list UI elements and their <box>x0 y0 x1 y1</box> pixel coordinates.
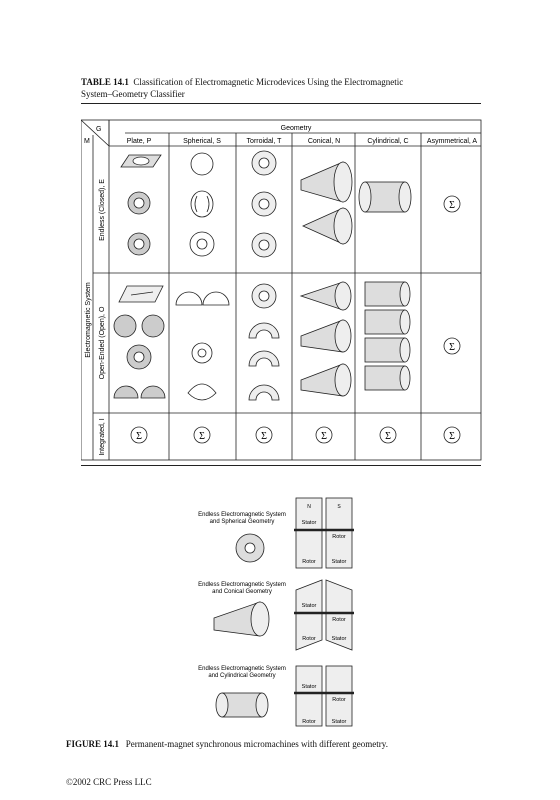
figure-micromachines <box>190 490 370 730</box>
column-header-plate: Plate, P <box>126 138 152 145</box>
svg-text:Σ: Σ <box>385 431 391 442</box>
table-title-line2: System–Geometry Classifier <box>81 89 185 99</box>
geometry-header: Geometry <box>280 125 312 132</box>
svg-text:Σ: Σ <box>449 431 455 442</box>
spherical-endless-drawings <box>190 153 214 256</box>
panel3-rotor <box>326 666 352 726</box>
panel3-rotor-label: Rotor <box>332 697 346 703</box>
row-label-open-ended: Open-Ended (Open), O <box>99 306 106 380</box>
table-caption <box>81 76 481 100</box>
plate-open-drawings <box>114 286 165 398</box>
conical-endless-drawings <box>301 162 352 244</box>
sigma-integrated-toroidal <box>256 427 272 443</box>
row-label-integrated: Integrated, I <box>99 418 106 456</box>
panel2-rotor-label-2: Rotor <box>302 636 316 642</box>
panel-spherical <box>198 498 354 568</box>
classification-table <box>81 110 483 470</box>
toroidal-endless-drawings <box>252 151 276 257</box>
panel1-rotor-label-2: Rotor <box>302 559 316 565</box>
sigma-integrated-cylindrical <box>380 427 396 443</box>
column-header-spherical: Spherical, S <box>183 138 221 145</box>
panel3-stator-label-2: Stator <box>331 719 347 725</box>
panel2-stator-label-2: Stator <box>331 636 347 642</box>
panel-cylindrical <box>198 666 354 726</box>
svg-text:Σ: Σ <box>199 431 205 442</box>
column-header-cylindrical: Cylindrical, C <box>367 138 409 145</box>
column-header-conical: Conical, N <box>307 138 341 145</box>
system-label: Electromagnetic System <box>85 282 92 358</box>
plate-endless-drawings <box>121 155 161 255</box>
panel3-rotor-label-2: Rotor <box>302 719 316 725</box>
figure-caption <box>66 738 506 750</box>
column-header-toroidal: Torroidal, T <box>246 138 282 145</box>
sigma-integrated-conical <box>316 427 332 443</box>
svg-text:Σ: Σ <box>261 431 267 442</box>
sigma-integrated-asymmetrical <box>444 427 460 443</box>
panel1-pole-n: N <box>307 504 311 510</box>
panel3-stator-label: Stator <box>301 684 317 690</box>
figure-label: FIGURE 14.1 <box>66 739 120 749</box>
column-header-asymmetrical: Asymmetrical, A <box>426 138 478 145</box>
corner-g: G <box>96 126 102 133</box>
panel1-stator-label: Stator <box>301 520 317 526</box>
svg-text:Σ: Σ <box>321 431 327 442</box>
toroidal-open-drawings <box>249 284 279 400</box>
panel1-stator-label-2: Stator <box>331 559 347 565</box>
row-label-endless: Endless (Closed), E <box>99 179 106 241</box>
panel2-title-line1: Endless Electromagnetic System <box>198 582 286 588</box>
svg-text:Σ: Σ <box>449 342 455 353</box>
sigma-integrated-spherical <box>194 427 210 443</box>
table-label: TABLE 14.1 <box>81 77 129 87</box>
copyright: ©2002 CRC Press LLC <box>66 777 152 787</box>
panel1-title-line1: Endless Electromagnetic System <box>198 512 286 518</box>
table-top-rule <box>81 103 481 104</box>
spherical-open-drawings <box>176 292 229 400</box>
panel-conical <box>198 580 354 650</box>
panel2-stator-label: Stator <box>301 603 317 609</box>
figure-caption-text: Permanent-magnet synchronous micromachines with different geometry. <box>125 739 388 749</box>
panel2-rotor-label: Rotor <box>332 617 346 623</box>
panel3-stator <box>296 666 322 726</box>
svg-text:Σ: Σ <box>449 200 455 211</box>
panel1-pole-s: S <box>337 504 341 510</box>
sigma-integrated-plate <box>131 427 147 443</box>
panel1-title-line2: and Spherical Geometry <box>209 519 275 525</box>
sigma-asym-open <box>444 338 460 354</box>
cylindrical-open-drawings <box>365 282 410 390</box>
panel3-title-line2: and Cylindrical Geometry <box>208 673 276 679</box>
panel2-title-line2: and Conical Geometry <box>212 589 272 595</box>
svg-text:Σ: Σ <box>136 431 142 442</box>
conical-open-drawings <box>301 282 351 396</box>
table-bottom-rule <box>81 465 481 466</box>
sigma-symbols <box>131 196 460 443</box>
panel3-title-line1: Endless Electromagnetic System <box>198 666 286 672</box>
panel1-rotor-label: Rotor <box>332 534 346 540</box>
cylindrical-endless-drawings <box>359 182 411 212</box>
corner-m: M <box>84 138 90 145</box>
sigma-asym-endless <box>444 196 460 212</box>
table-title-line1: Classification of Electromagnetic Microdevices Using the Electromagnetic <box>133 77 404 87</box>
